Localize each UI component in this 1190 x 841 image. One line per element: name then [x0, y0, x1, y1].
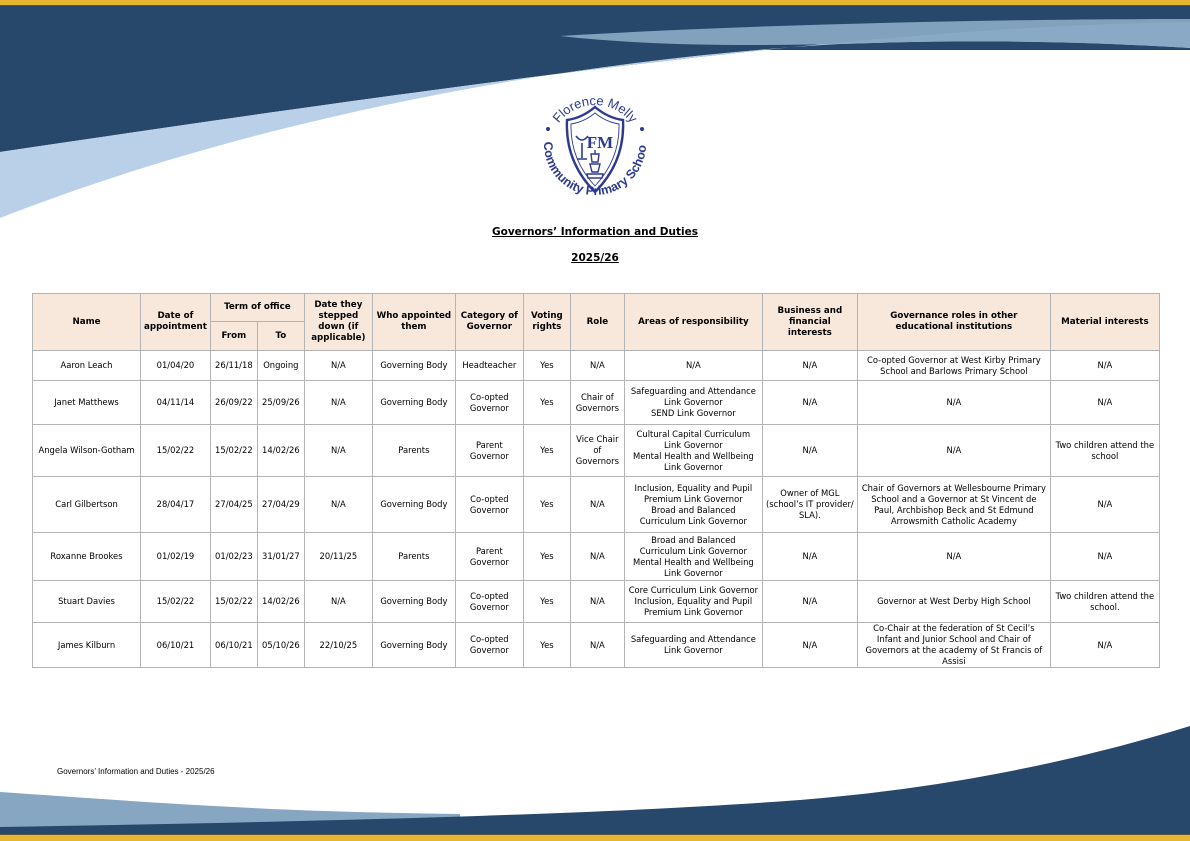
- header-governance-roles: Governance roles in other educational institutions: [857, 294, 1050, 351]
- cell-stepped-down: N/A: [304, 477, 372, 533]
- cell-voting-rights: Yes: [523, 623, 570, 668]
- cell-who-appointed: Governing Body: [372, 477, 455, 533]
- cell-term-from: 27/04/25: [210, 477, 257, 533]
- cell-role: Vice Chair of Governors: [570, 425, 624, 477]
- cell-stepped-down: N/A: [304, 351, 372, 381]
- header-role: Role: [570, 294, 624, 351]
- cell-term-from: 26/11/18: [210, 351, 257, 381]
- cell-voting-rights: Yes: [523, 351, 570, 381]
- cell-material-interests: N/A: [1050, 351, 1159, 381]
- cell-term-to: 05/10/26: [257, 623, 304, 668]
- header-who-appointed: Who appointed them: [372, 294, 455, 351]
- top-gold-stripe: [0, 0, 1190, 5]
- cell-name: Carl Gilbertson: [33, 477, 141, 533]
- cell-business-interests: N/A: [762, 381, 857, 425]
- cell-date-of-appointment: 15/02/22: [141, 581, 211, 623]
- cell-business-interests: N/A: [762, 623, 857, 668]
- area-item: Safeguarding and Attendance Link Governor: [630, 386, 756, 407]
- cell-term-to: 14/02/26: [257, 581, 304, 623]
- logo-top-text: Florence Melly: [549, 92, 641, 126]
- cell-term-to: 14/02/26: [257, 425, 304, 477]
- header-business: Business and financial interests: [762, 294, 857, 351]
- cell-stepped-down: 20/11/25: [304, 533, 372, 581]
- header-material: Material interests: [1050, 294, 1159, 351]
- logo-bottom-text: Community Primary Schoo: [540, 141, 650, 199]
- cell-category: Co-opted Governor: [455, 581, 523, 623]
- cell-date-of-appointment: 28/04/17: [141, 477, 211, 533]
- logo-monogram: FM: [586, 133, 614, 152]
- cell-term-from: 06/10/21: [210, 623, 257, 668]
- cell-category: Co-opted Governor: [455, 477, 523, 533]
- header-term-of-office: Term of office: [210, 294, 304, 322]
- table-row: [33, 425, 1160, 477]
- cell-name: Janet Matthews: [33, 381, 141, 425]
- cell-who-appointed: Parents: [372, 425, 455, 477]
- table-row: [33, 351, 1160, 381]
- cell-business-interests: N/A: [762, 581, 857, 623]
- area-item: Broad and Balanced Curriculum Link Governor: [639, 534, 747, 556]
- cell-stepped-down: 22/10/25: [304, 623, 372, 668]
- cell-term-to: 25/09/26: [257, 381, 304, 425]
- cell-areas: [624, 477, 762, 533]
- area-item: Mental Health and Wellbeing Link Governor: [633, 450, 754, 472]
- cell-date-of-appointment: 04/11/14: [141, 381, 211, 425]
- cell-who-appointed: Governing Body: [372, 581, 455, 623]
- cell-term-from: 01/02/23: [210, 533, 257, 581]
- cell-category: Co-opted Governor: [455, 381, 523, 425]
- cell-name: James Kilburn: [33, 623, 141, 668]
- logo-dot-left: [546, 127, 550, 131]
- cell-category: Parent Governor: [455, 533, 523, 581]
- lamp-icon: [587, 150, 603, 178]
- bottom-gold-stripe: [0, 835, 1190, 841]
- logo-dot-right: [640, 127, 644, 131]
- header-voting: Voting rights: [523, 294, 570, 351]
- document-title: Governors’ Information and Duties: [492, 226, 698, 238]
- header-stepped-down: Date they stepped down (if applicable): [304, 294, 372, 351]
- cell-stepped-down: N/A: [304, 425, 372, 477]
- cell-who-appointed: Governing Body: [372, 623, 455, 668]
- governors-table: [32, 293, 1160, 668]
- header-to: To: [257, 322, 304, 351]
- table-row: [33, 623, 1160, 668]
- table-row: [33, 533, 1160, 581]
- cell-role: Chair of Governors: [570, 381, 624, 425]
- cell-material-interests: N/A: [1050, 623, 1159, 668]
- cell-voting-rights: Yes: [523, 533, 570, 581]
- cell-category: Headteacher: [455, 351, 523, 381]
- cell-term-to: 27/04/29: [257, 477, 304, 533]
- cell-role: N/A: [570, 623, 624, 668]
- cell-term-from: 15/02/22: [210, 425, 257, 477]
- cell-who-appointed: Governing Body: [372, 351, 455, 381]
- cell-stepped-down: N/A: [304, 381, 372, 425]
- cell-voting-rights: Yes: [523, 477, 570, 533]
- cell-areas: [624, 381, 762, 425]
- top-dark-line: [0, 5, 1190, 6]
- bottom-navy-swoosh: [0, 726, 1190, 841]
- cell-governance-roles: Governor at West Derby High School: [857, 581, 1050, 623]
- table-row: [33, 581, 1160, 623]
- cell-voting-rights: Yes: [523, 425, 570, 477]
- area-item: Core Curriculum Link Governor: [628, 585, 759, 595]
- cell-business-interests: N/A: [762, 533, 857, 581]
- header-from: From: [210, 322, 257, 351]
- area-item: N/A: [685, 360, 701, 370]
- cell-date-of-appointment: 06/10/21: [141, 623, 211, 668]
- cell-governance-roles: N/A: [857, 533, 1050, 581]
- cell-business-interests: N/A: [762, 425, 857, 477]
- cell-date-of-appointment: 01/04/20: [141, 351, 211, 381]
- cell-category: Parent Governor: [455, 425, 523, 477]
- cell-business-interests: N/A: [762, 351, 857, 381]
- area-item: Cultural Capital Curriculum Link Governor: [636, 428, 751, 450]
- cell-category: Co-opted Governor: [455, 623, 523, 668]
- cell-name: Stuart Davies: [33, 581, 141, 623]
- cell-term-from: 15/02/22: [210, 581, 257, 623]
- cell-governance-roles: N/A: [857, 425, 1050, 477]
- area-item: Mental Health and Wellbeing Link Governor: [633, 556, 754, 578]
- area-item: SEND Link Governor: [651, 408, 736, 418]
- cell-date-of-appointment: 15/02/22: [141, 425, 211, 477]
- cell-who-appointed: Parents: [372, 533, 455, 581]
- cell-material-interests: N/A: [1050, 533, 1159, 581]
- cell-governance-roles: Co-opted Governor at West Kirby Primary School and Barlows Primary School: [857, 351, 1050, 381]
- cell-voting-rights: Yes: [523, 381, 570, 425]
- header-date-of-appointment: Date of appointment: [141, 294, 211, 351]
- area-item: Broad and Balanced Curriculum Link Governor: [639, 504, 747, 526]
- cell-governance-roles: Chair of Governors at Wellesbourne Primary School and a Governor at St Vincent de Paul, Archbishop Beck and St Edmund Arrowsmith Catholic Academy: [857, 477, 1050, 533]
- header-category: Category of Governor: [455, 294, 523, 351]
- cell-stepped-down: N/A: [304, 581, 372, 623]
- cell-term-from: 26/09/22: [210, 381, 257, 425]
- cell-name: Aaron Leach: [33, 351, 141, 381]
- header-row: [33, 294, 1160, 322]
- cell-voting-rights: Yes: [523, 581, 570, 623]
- bottom-dark-line: [0, 834, 1190, 835]
- cell-name: Roxanne Brookes: [33, 533, 141, 581]
- cell-material-interests: Two children attend the school: [1050, 425, 1159, 477]
- cell-role: N/A: [570, 581, 624, 623]
- area-item: Safeguarding and Attendance Link Governor: [630, 634, 756, 655]
- cell-areas: [624, 581, 762, 623]
- cell-governance-roles: N/A: [857, 381, 1050, 425]
- table-row: [33, 477, 1160, 533]
- area-item: Inclusion, Equality and Pupil Premium Link Governor: [634, 482, 753, 504]
- cell-name: Angela Wilson-Gotham: [33, 425, 141, 477]
- cell-term-to: Ongoing: [257, 351, 304, 381]
- cell-material-interests: Two children attend the school.: [1050, 581, 1159, 623]
- cell-business-interests: Owner of MGL (school’s IT provider/ SLA).: [762, 477, 857, 533]
- cell-date-of-appointment: 01/02/19: [141, 533, 211, 581]
- school-logo: [532, 92, 658, 212]
- cell-areas: [624, 623, 762, 668]
- cell-role: N/A: [570, 477, 624, 533]
- document-year: 2025/26: [571, 252, 619, 264]
- cell-governance-roles: Co-Chair at the federation of St Cecil’s Infant and Junior School and Chair of Governors at the academy of St Francis of Assisi: [857, 623, 1050, 668]
- header-name: Name: [33, 294, 141, 351]
- table-row: [33, 381, 1160, 425]
- header-areas: Areas of responsibility: [624, 294, 762, 351]
- cell-who-appointed: Governing Body: [372, 381, 455, 425]
- cell-material-interests: N/A: [1050, 477, 1159, 533]
- cell-role: N/A: [570, 533, 624, 581]
- cell-areas: [624, 533, 762, 581]
- cell-areas: [624, 425, 762, 477]
- cell-role: N/A: [570, 351, 624, 381]
- cell-term-to: 31/01/27: [257, 533, 304, 581]
- footer-text: Governors’ Information and Duties - 2025/26: [57, 767, 215, 776]
- cell-material-interests: N/A: [1050, 381, 1159, 425]
- cell-areas: [624, 351, 762, 381]
- area-item: Inclusion, Equality and Pupil Premium Link Governor: [634, 596, 753, 617]
